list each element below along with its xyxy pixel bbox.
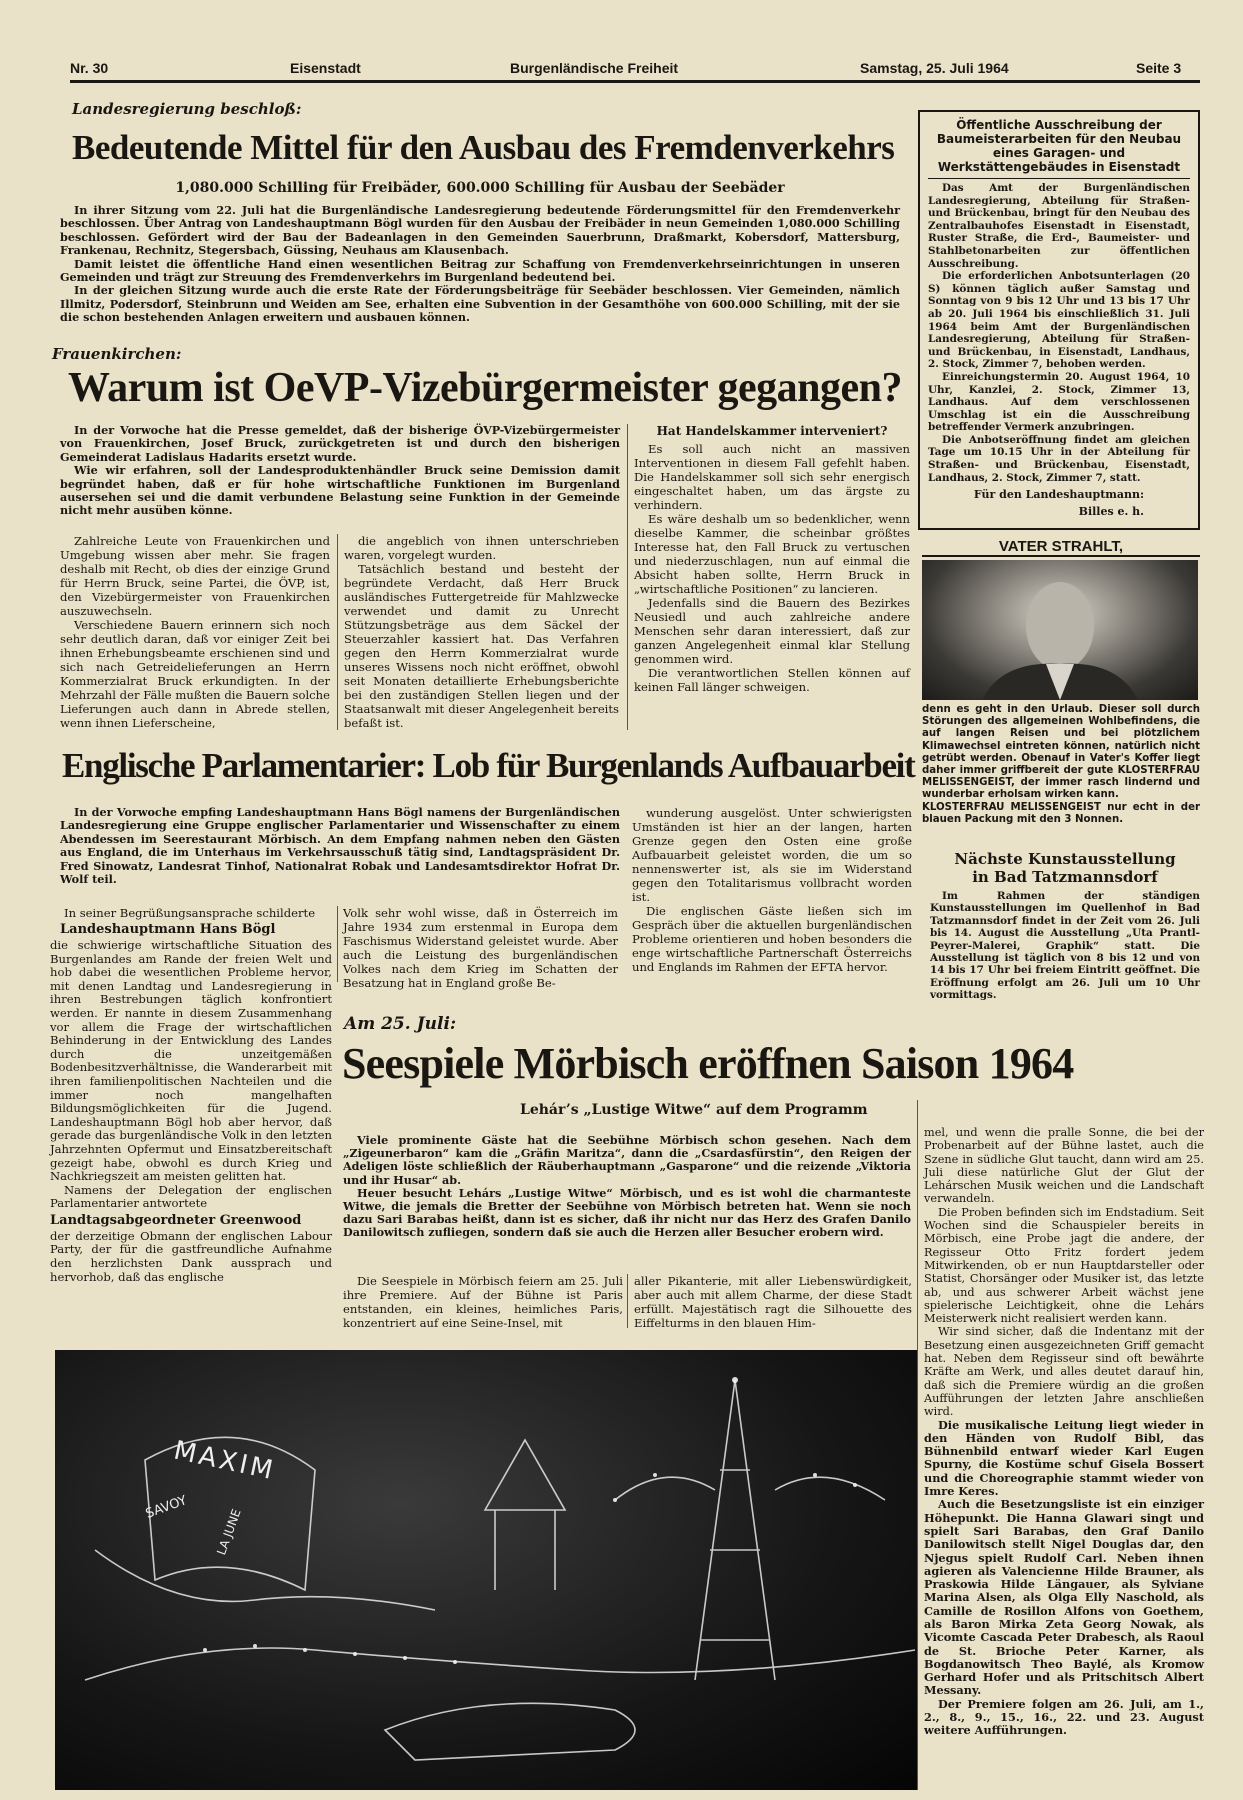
ad-text: denn es geht in den Urlaub. Dieser soll durch Störungen des allgemeinen Wohlbefindens, die auf langen Reisen und bei plötzlichem Klimawechsel eintreten können, natürlich nicht getrübt werden. Obenauf in Vater's Koffer liegt daher immer griffbereit der gute KLOSTERFRAU MELISSENGEIST, der immer rasch lindernd und wunderbar erholsam wirken kann. [922, 704, 1200, 801]
article2-column-2 [344, 534, 619, 730]
article1-kicker: Landesregierung beschloß: [72, 100, 302, 118]
column-rule [627, 424, 628, 730]
stage-illustration [55, 1350, 917, 1790]
stage-edge [85, 1648, 915, 1680]
paragraph: Tatsächlich bestand und besteht der begründete Verdacht, daß Herr Bruck ausländisches Futtergetreide für Mahlzwecke verwendet und damit zu Unrecht Stützungsbeträge aus dem Säckel der Steuerzahler kassiert hat. Das Verfahren gegen den Herrn Kommerzialrat wurde unseres Wissens noch nicht eröffnet, obwohl seit Monaten detaillierte Erhebungsberichte bei den zuständigen Stellen liegen und der Staatsanwalt mit dieser Angelegenheit bereits befaßt ist. [344, 562, 619, 730]
boat [385, 1703, 635, 1760]
paragraph: Verschiedene Bauern erinnern sich noch sehr deutlich daran, daß vor einiger Zeit bei ihnen Erhebungsbeamte erschienen sind und sich nach Getreidelieferungen an Herrn Kommerzialrat Bruck erkundigten. In der Mehrzahl der Fälle mußten die Bauern solche Lieferungen auch dann in Abrede stellen, wenn ihnen Lieferscheine, [60, 618, 330, 730]
paragraph: In ihrer Sitzung vom 22. Juli hat die Burgenländische Landesregierung bedeutende Förderungsmittel für den Fremdenverkehr beschlossen. Über Antrag von Landeshauptmann Bögl wurden für den Ausbau der Freibäder in neun Gemeinden 1,080.000 Schilling beschlossen. Gefördert wird der Bau der Badeanlagen in den Gemeinden Sauerbrunn, Draßmarkt, Kobersdorf, Mattersburg, Frankenau, Rechnitz, Stegersbach, Güssing, Neuhaus am Klausenbach. [60, 203, 900, 258]
paragraph: In der Vorwoche hat die Presse gemeldet, daß der bisherige ÖVP-Vizebürgermeister von Frauenkirchen, Josef Bruck, zurückgetreten ist und durch den bisherigen Gemeinderat Ladislaus Hadarits ersetzt wurde. [60, 423, 620, 464]
article3-subheading-boegl: Landeshauptmann Hans Bögl [60, 922, 276, 937]
paragraph: Es wäre deshalb um so bedenklicher, wenn dieselbe Kammer, die scheinbar größtes Interesse hat, den Fall Bruck zu vertuschen und niederzuschlagen, nun auf einmal die Absicht haben sollte, Herrn Bruck in „wirtschaftliche Positionen“ zu lancieren. [634, 512, 910, 596]
article2-kicker: Frauenkirchen: [52, 345, 182, 363]
page-header [70, 58, 1200, 83]
divider [928, 178, 1190, 179]
eiffel-tower [695, 1380, 775, 1680]
paragraph: wunderung ausgelöst. Unter schwierigsten Umständen ist hier an der langen, harten Grenze gegen den Osten eine große Aufbauarbeit geleistet worden, die um so nennenswerter ist, als sie im Widerstand gegen den Totalitarismus vollbracht worden ist. [632, 806, 912, 904]
ad-body [922, 704, 1200, 826]
paragraph: aller Pikanterie, mit aller Liebenswürdigkeit, aber auch mit allem Charme, der diese Stadt erfüllt. Majestätisch ragt die Silhouette des Eiffelturms in den blauen Him- [634, 1274, 912, 1330]
article3-lead-continued [632, 806, 912, 974]
paragraph: die schwierige wirtschaftliche Situation des Burgenlandes am Rande der freien Welt und hob dabei die wesentlichen Probleme hervor, mit denen Landtag und Landesregierung in ihren Bestrebungen täglich konfrontiert werden. Er nannte in diesem Zusammenhang vor allem die Frage der wirtschaftlichen Behinderung in der Entwicklung des Landes durch die unzeitgemäßen Bodenbesitzverhältnisse, die Wanderarbeit mit ihren familienpolitischen Nachteilen und die immer noch mangelhaften Bildungsmöglichkeiten für die Jugend. Landeshauptmann Bögl hob aber hervor, daß gerade das burgenländische Volk in den letzten Jahrzehnten Opfermut und Einsatzbereitschaft gezeigt habe, obwohl es durch Krieg und Nachkriegszeit am meisten gelitten hat. [50, 938, 332, 1184]
paragraph: Im Rahmen der ständigen Kunstausstellungen im Quellenhof in Bad Tatzmannsdorf findet in der Zeit vom 26. Juli bis 14. August die Ausstellung „Uta Prantl-Peyrer-Malerei, Graphik“ statt. Die Ausstellung ist täglich von 8 bis 12 und von 14 bis 17 Uhr bei freiem Eintritt geöffnet. Die Eröffnung erfolgt am 26. Juli um 10 Uhr vormittags. [930, 890, 1200, 1002]
paragraph: Viele prominente Gäste hat die Seebühne Mörbisch schon gesehen. Nach dem „Zigeunerbaron“ kam die „Gräfin Maritza“, dann die „Csardasfürstin“, den Reigen der Adeligen löste schließlich der Räuberhauptmann „Gasparone“ und die reizende „Viktoria und ihr Husar“ ab. [343, 1133, 911, 1187]
paragraph: Die verantwortlichen Stellen können auf keinen Fall länger schweigen. [634, 666, 910, 694]
paragraph: Die erforderlichen Anbotsunterlagen (20 S) können täglich außer Samstag und Sonntag von 9 bis 12 Uhr und 13 bis 17 Uhr ab 20. Juli 1964 bis einschließlich 31. Juli 1964 beim Amt der Burgenländischen Landesregierung, Abteilung für Straßen- und Brückenbau, in Eisenstadt, Landhaus, 2. Stock, Zimmer 7, behoben werden. [928, 270, 1190, 371]
article1-body [60, 204, 900, 325]
man-portrait-icon [922, 560, 1198, 700]
page-number: Seite 3 [1136, 60, 1182, 76]
art-exhibition-notice [930, 850, 1200, 1002]
issue-number: Nr. 30 [70, 60, 109, 76]
column-rule [337, 906, 338, 982]
column-rule [627, 1274, 628, 1328]
la-june-sign: LA JUNE [214, 1507, 244, 1557]
paragraph: Die Anbotseröffnung findet am gleichen Tage um 10.15 Uhr in der Abteilung für Straßen- und Brückenbau, Eisenstadt, Landhaus, 2. Stock, Zimmer 7, statt. [928, 433, 1190, 484]
header-place: Eisenstadt [290, 60, 361, 76]
paragraph: Das Amt der Burgenländischen Landesregierung, Abteilung für Straßen- und Brückenbau, bringt für den Neubau des Zentralbauhofes Eisenstadt in Eisenstadt, Ruster Straße, die Erd-, Baumeister- und Stahlbetonarbeiten zur öffentlichen Ausschreibung. [928, 182, 1190, 270]
paragraph: Wir sind sicher, daß die Indentanz mit der Besetzung einen ausgezeichneten Griff gemacht hat. Neben dem Regisseur sind oft bewährte Kräfte am Werk, und alles deutet darauf hin, daß sich die Premiere würdig an die großen Aufführungen der letzten Jahre anschließen wird. [924, 1325, 1204, 1419]
paragraph: mel, und wenn die pralle Sonne, die bei der Probenarbeit auf der Bühne lastet, auch die Szene in südliche Glut taucht, dann wird am 25. Juli diese natürliche Glut der Glut der Lehárschen Musik weichen und die Landschaft verwandeln. [924, 1126, 1204, 1206]
article3-column-2 [343, 906, 618, 990]
paragraph: Auch die Besetzungsliste ist ein einziger Höhepunkt. Die Hanna Glawari singt und spielt Sari Barabas, den Graf Danilo Danilowitsch stellt Nigel Douglas dar, den Njegus spielt Rudolf Carl. Neben ihnen agieren als Valencienne Hilde Brauner, als Praskowia Hilde Längauer, als Sylviane Marina Alsen, als Olga Elly Naschold, als Camille de Rosillon Alfons von Goethem, als Baron Mirka Zeta Georg Nowak, als Vicomte Cascada Peter Drabesch, als Raoul de St. Brioche Peter Karner, als Bogdanowitsch Theo Baylé, als Kromow Gerhard Hofer und als Pritschitsch Albert Messany. [924, 1497, 1204, 1698]
article2-headline: Warum ist OeVP-Vizebürgermeister gegangen? [68, 365, 902, 411]
article2-column-1 [60, 534, 330, 730]
paragraph: Volk sehr wohl wisse, daß in Österreich im Jahre 1934 zum erstenmal in Europa dem Faschismus Widerstand geleistet wurde. Aber auch die Leistung des burgenländischen Volkes nach dem Krieg im Schatten der Besatzung hat in England große Be- [343, 906, 618, 990]
paragraph: Die Proben befinden sich im Endstadium. Seit Wochen sind die Schauspieler bereits in Mörbisch, eine Probe jagt die andere, der Regisseur Otto Fritz fordert jedem Mitwirkenden, ob er nun Hauptdarsteller oder Statist, Chorsänger oder Musiker ist, das letzte ab, und aus schwerer Arbeit wächst jene spielerische Leichtigkeit, ohne die Lehárs Meisterwerk nicht realisiert werden kann. [924, 1205, 1204, 1326]
paragraph: Die englischen Gäste ließen sich im Gespräch über die aktuellen burgenländischen Probleme orientieren und hoben besonders die enge wirtschaftliche Partnerschaft Österreichs und Englands im Rahmen der EFTA hervor. [632, 904, 912, 974]
paragraph: Die Seespiele in Mörbisch feiern am 25. Juli ihre Premiere. Auf der Bühne ist Paris entstanden, ein kleines, heimliches Paris, konzentriert auf eine Seine-Insel, mit [343, 1274, 623, 1330]
paragraph: In der gleichen Sitzung wurde auch die erste Rate der Förderungsbeiträge für Seebäder beschlossen. Vier Gemeinden, nämlich Illmitz, Podersdorf, Steinbrunn und Weiden am See, erhalten eine Subvention in der Gesamthöhe von 600.000 Schilling, mit der sie die schon bestehenden Anlagen erweitern und ausbauen können. [60, 283, 900, 325]
article4-lead [343, 1134, 911, 1240]
article4-headline: Seespiele Mörbisch eröffnen Saison 1964 [342, 1039, 1074, 1088]
savoy-sign: SAVOY [143, 1493, 189, 1522]
ad-title: VATER STRAHLT, [922, 538, 1200, 557]
stage-rail [95, 1550, 435, 1610]
article4-right-column [924, 1126, 1204, 1738]
tender-notice-title: Öffentliche Ausschreibung der Baumeisterarbeiten für den Neubau eines Garagen- und Werkstättengebäudes in Eisenstadt [936, 118, 1182, 174]
ad-brand: KLOSTERFRAU MELISSENGEIST nur echt in der blauen Packung mit den 3 Nonnen. [922, 801, 1200, 825]
paragraph: Der Premiere folgen am 26. Juli, am 1., 2., 8., 9., 15., 16., 22. und 23. August weitere Aufführungen. [924, 1696, 1204, 1738]
paragraph: Heuer besucht Lehárs „Lustige Witwe“ Mörbisch, und es ist wohl die charmanteste Witwe, die jemals die Bretter der Seebühne von Mörbisch betreten hat. Wenn sie noch dazu Sari Barabas heißt, dann ist es sicher, daß ihr nicht nur das Herz des Grafen Danilo Danilowitsch zufliegen, sondern daß sie auch die Herzen aller Besucher erobern wird. [343, 1185, 911, 1240]
pavilion [485, 1440, 565, 1590]
paragraph: Damit leistet die öffentliche Hand einen wesentlichen Beitrag zur Schaffung von Fremdenverkehrseinrichtungen in unseren Gemeinden und trägt zur Streuung des Fremdenverkehrs im Burgenland bedeutend bei. [60, 256, 900, 285]
paragraph: Wie wir erfahren, soll der Landesproduktenhändler Bruck seine Demission damit begründet haben, daß er für hohe wirtschaftliche Funktionen im Burgenland ausersehen sei und die damit verbundene Belastung seine Funktion in der Gemeinde nicht mehr ausüben könne. [60, 463, 620, 518]
article3-headline: Englische Parlamentarier: Lob für Burgenlands Aufbauarbeit [62, 746, 915, 785]
article4-column-1 [343, 1274, 623, 1330]
article2-column-3 [634, 424, 910, 694]
paragraph: Namens der Delegation der englischen Parlamentarier antwortete [50, 1182, 332, 1211]
column-rule [337, 534, 338, 730]
maxim-sign: MAXIM [171, 1435, 279, 1487]
column-rule [917, 1100, 918, 1790]
article1-subheadline: 1,080.000 Schilling für Freibäder, 600.000 Schilling für Ausbau der Seebäder [175, 180, 785, 196]
article2-subheading: Hat Handelskammer interveniert? [656, 424, 888, 438]
article3-subheading-greenwood: Landtagsabgeordneter Greenwood [50, 1212, 302, 1228]
newspaper-name: Burgenländische Freiheit [510, 60, 679, 76]
tender-notice [918, 110, 1200, 530]
article3-column-1 [50, 906, 332, 1284]
stage-photo [55, 1350, 917, 1790]
paragraph: die angeblich von ihnen unterschrieben waren, vorgelegt wurden. [344, 534, 619, 562]
paragraph: Es soll auch nicht an massiven Interventionen in diesem Fall gefehlt haben. Die Handelskammer soll sich sehr energisch eingeschaltet haben, um das ärgste zu verhindern. [634, 442, 910, 512]
tender-signoff: Für den Landeshauptmann: [973, 488, 1145, 502]
issue-date: Samstag, 25. Juli 1964 [860, 60, 1009, 76]
article4-kicker: Am 25. Juli: [344, 1014, 457, 1034]
paragraph: der derzeitige Obmann der englischen Labour Party, der für die gastfreundliche Aufnahme den herzlichsten Dank aussprach und hervorhob, daß das englische [50, 1228, 332, 1284]
article4-subheadline: Lehár’s „Lustige Witwe“ auf dem Programm [520, 1102, 868, 1118]
exhibition-title-2: in Bad Tatzmannsdorf [972, 868, 1158, 886]
paragraph: In seiner Begrüßungsansprache schilderte [64, 906, 316, 920]
paragraph: In der Vorwoche empfing Landeshauptmann Hans Bögl namens der Burgenländischen Landesregierung eine Gruppe englischer Parlamentarier und Wissenschafter zu einem Abendessen im Seerestaurant Mörbisch. An dem Empfang nahmen neben den Gästen aus England, die im Unterhaus im Verkehrsausschuß tätig sind, Landtagspräsident Dr. Fred Sinowatz, Landesrat Tinhof, Nationalrat Robak und Landesamtsdirektor Hofrat Dr. Wolf teil. [60, 805, 620, 887]
paragraph: Jedenfalls sind die Bauern des Bezirkes Neusiedl und auch zahlreiche andere Menschen sehr daran interessiert, daß zur ganzen Angelegenheit einmal klar Stellung genommen wird. [634, 596, 910, 666]
article1-headline: Bedeutende Mittel für den Ausbau des Fremdenverkehrs [72, 128, 895, 167]
paragraph: Zahlreiche Leute von Frauenkirchen und Umgebung wissen aber mehr. Sie fragen deshalb mit Recht, ob dies der einzige Grund für Herrn Bruck, seine Partei, die ÖVP, ist, den Vizebürgermeister von Frauenkirchen auszuwechseln. [60, 534, 330, 618]
paragraph: Einreichungstermin 20. August 1964, 10 Uhr, Kanzlei, 2. Stock, Zimmer 13, Landhaus. Auf dem verschlossenen Umschlag ist ein die Ausschreibung betreffender Vermerk anzubringen. [928, 370, 1190, 434]
ad-portrait-photo [922, 560, 1198, 700]
article2-lead [60, 424, 620, 518]
paragraph: Die musikalische Leitung liegt wieder in den Händen von Rudolf Bibl, das Bühnenbild entwarf wieder Karl Eugen Spurny, die Kostüme schuf Gisela Bossert und die Choreographie stammt wieder von Imre Keres. [924, 1417, 1204, 1499]
exhibition-title-1: Nächste Kunstausstellung [954, 850, 1176, 868]
tender-signer: Billes e. h. [1078, 505, 1144, 519]
article4-column-2 [634, 1274, 912, 1330]
article3-lead [60, 806, 620, 886]
